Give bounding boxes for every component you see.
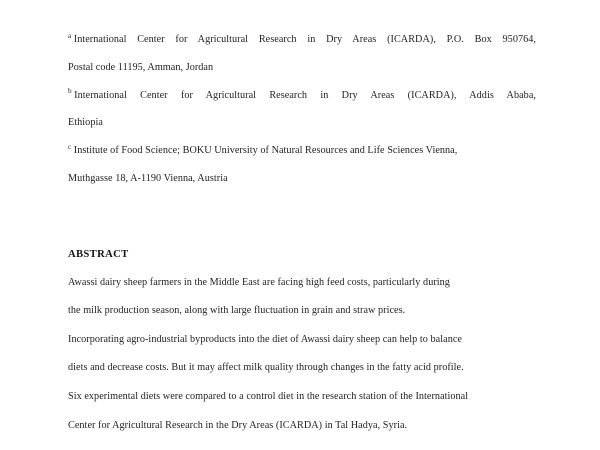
affiliation-marker-c: c — [68, 142, 72, 151]
affiliation-c-line-2: Muthgasse 18, A-1190 Vienna, Austria — [68, 172, 228, 184]
affiliation-marker-b: b — [68, 87, 72, 96]
affiliation-a-line-2: Postal code 11195, Amman, Jordan — [68, 61, 214, 73]
affiliation-b-line-1 — [68, 82, 536, 110]
abstract-heading: ABSTRACT — [68, 248, 129, 260]
abstract-line-4: diets and decrease costs. But it may affect milk quality through changes in the fatty acid profile. — [68, 362, 464, 374]
abstract-line-6: Center for Agricultural Research in the Dry Areas (ICARDA) in Tal Hadya, Syria. — [68, 419, 408, 431]
abstract-line-5: Six experimental diets were compared to a control diet in the research station of the International — [68, 390, 469, 402]
affiliation-marker-a: a — [68, 31, 72, 40]
affiliation-a-line-1-text: International Center for Agricultural Research in Dry Areas (ICARDA), P.O. Box 950764, — [73, 34, 536, 45]
page-content — [68, 26, 536, 440]
affiliations-block — [68, 26, 536, 193]
affiliation-b-line-1-text: International Center for Agricultural Research in Dry Areas (ICARDA), Addis Ababa, — [74, 89, 536, 101]
section-spacer — [68, 193, 536, 241]
abstract-section — [68, 241, 536, 440]
affiliation-c-line-1-text: Institute of Food Science; BOKU University of Natural Resources and Life Sciences Vienna, — [73, 145, 458, 157]
abstract-line-1: Awassi dairy sheep farmers in the Middle East are facing high feed costs, particularly during — [68, 276, 450, 288]
affiliation-b-line-2: Ethiopia — [68, 117, 103, 129]
abstract-line-2: the milk production season, along with large fluctuation in grain and straw prices. — [68, 305, 406, 317]
affiliation-c-line-1 — [68, 137, 536, 165]
abstract-line-3: Incorporating agro-industrial byproducts into the diet of Awassi dairy sheep can help to balance — [68, 333, 462, 345]
affiliation-a-line-1 — [68, 26, 536, 54]
